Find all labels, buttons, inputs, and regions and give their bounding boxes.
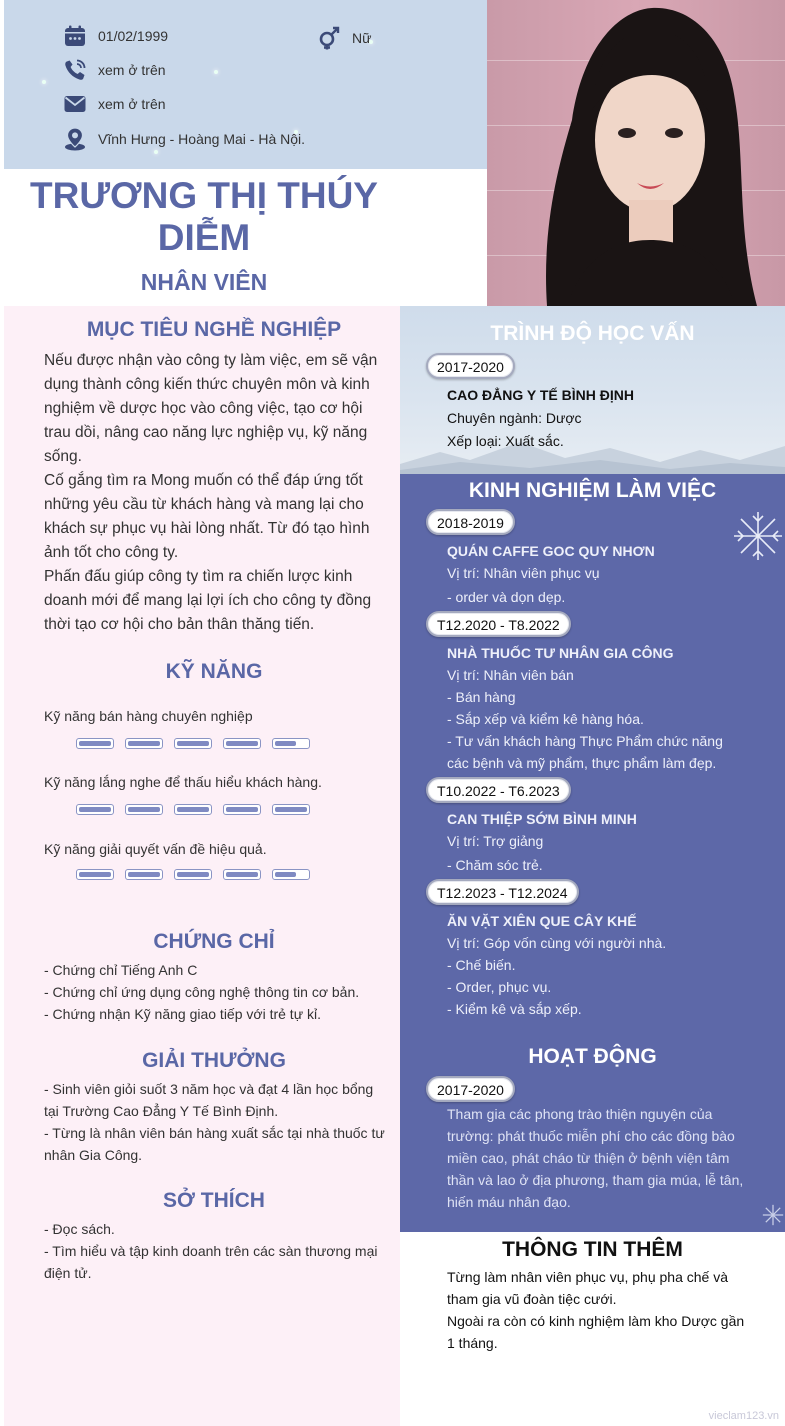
skill-level-segment bbox=[272, 804, 310, 815]
calendar-icon bbox=[62, 23, 88, 49]
objective-paragraph-1: Nếu được nhận vào công ty làm việc, em sẽ vận dụng thành công kiến thức chuyên môn và kinh nghiệm về dược học vào công việc, tạo cơ hội trau dồi, nâng cao năng lực nghiệp vụ, kỹ năng sống. bbox=[44, 352, 378, 465]
education-period-pill: 2017-2020 bbox=[426, 353, 515, 379]
education-major: Chuyên ngành: Dược bbox=[447, 410, 582, 426]
left-column bbox=[4, 306, 400, 1426]
awards-list bbox=[44, 1078, 389, 1166]
more-info-title: THÔNG TIN THÊM bbox=[502, 1238, 683, 1261]
skill-bars-3 bbox=[76, 869, 321, 880]
envelope-icon bbox=[62, 91, 88, 117]
watermark-text: vieclam123.vn bbox=[708, 1410, 779, 1422]
award-item: - Sinh viên giỏi suốt 3 năm học và đạt 4 lần học bổng tại Trường Cao Đẳng Y Tế Bình Định. bbox=[44, 1081, 374, 1119]
cv-header bbox=[0, 0, 785, 306]
job-line: - Order, phục vụ. bbox=[447, 979, 552, 995]
education-title: TRÌNH ĐỘ HỌC VẤN bbox=[490, 322, 695, 345]
phone-row bbox=[62, 57, 166, 83]
certificates-title: CHỨNG CHỈ bbox=[153, 930, 275, 953]
job-line: Vị trí: Trợ giảng bbox=[447, 833, 544, 849]
skill-level-segment bbox=[125, 738, 163, 749]
job-line: - Chăm sóc trẻ. bbox=[447, 857, 543, 873]
dob-row bbox=[62, 23, 168, 49]
hobbies-list bbox=[44, 1218, 389, 1284]
skill-level-segment bbox=[76, 869, 114, 880]
name-box bbox=[4, 169, 487, 306]
job-line: - Bán hàng bbox=[447, 689, 516, 705]
skill-bars-2 bbox=[76, 804, 321, 815]
gender-row bbox=[316, 25, 371, 51]
snowflake-small-icon bbox=[762, 1204, 784, 1226]
objective-body bbox=[44, 349, 389, 637]
job-period-pill: T12.2020 - T8.2022 bbox=[426, 611, 571, 637]
award-item: - Từng là nhân viên bán hàng xuất sắc tại nhà thuốc tư nhân Gia Công. bbox=[44, 1125, 385, 1163]
email-value: xem ở trên bbox=[98, 96, 166, 112]
skill-level-segment bbox=[174, 738, 212, 749]
full-name: TRƯƠNG THỊ THÚY DIỄM bbox=[30, 175, 378, 258]
job-period-pill: T10.2022 - T6.2023 bbox=[426, 777, 571, 803]
job-line: - Sắp xếp và kiểm kê hàng hóa. bbox=[447, 711, 644, 727]
skill-label-1: Kỹ năng bán hàng chuyên nghiệp bbox=[44, 708, 253, 724]
skill-label-2: Kỹ năng lắng nghe để thấu hiểu khách hàng. bbox=[44, 774, 322, 790]
job-company: QUÁN CAFFE GOC QUY NHƠN bbox=[447, 543, 655, 559]
education-school: CAO ĐẲNG Y TẾ BÌNH ĐỊNH bbox=[447, 387, 634, 403]
job-line: - order và dọn dẹp. bbox=[447, 589, 566, 605]
person-silhouette bbox=[487, 0, 785, 306]
more-info-paragraph-2: Ngoài ra còn có kinh nghiệm làm kho Dược gần 1 tháng. bbox=[447, 1313, 745, 1351]
skill-level-segment bbox=[223, 804, 261, 815]
more-info-paragraph-1: Từng làm nhân viên phục vụ, phụ pha chế và tham gia vũ đoàn tiệc cưới. bbox=[447, 1269, 728, 1307]
phone-icon bbox=[62, 57, 88, 83]
contact-box bbox=[4, 0, 487, 169]
education-grade: Xếp loại: Xuất sắc. bbox=[447, 433, 564, 449]
email-row bbox=[62, 91, 166, 117]
awards-title: GIẢI THƯỞNG bbox=[142, 1049, 286, 1072]
skill-level-segment bbox=[76, 804, 114, 815]
certificate-item: - Chứng chỉ Tiếng Anh C bbox=[44, 962, 198, 978]
gender-icon bbox=[316, 25, 342, 51]
job-line: Vị trí: Nhân viên bán bbox=[447, 667, 574, 683]
hobbies-title: SỞ THÍCH bbox=[163, 1189, 265, 1212]
job-line: - Tư vấn khách hàng Thực Phẩm chức năng các bệnh và mỹ phẩm, thực phẩm làm đẹp. bbox=[447, 733, 723, 771]
skill-bars-1 bbox=[76, 738, 321, 749]
job-line: - Kiểm kê và sắp xếp. bbox=[447, 1001, 582, 1017]
certificate-item: - Chứng chỉ ứng dụng công nghệ thông tin cơ bản. bbox=[44, 984, 360, 1000]
more-info-section bbox=[400, 1232, 785, 1426]
objective-title: MỤC TIÊU NGHỀ NGHIỆP bbox=[86, 318, 342, 341]
hobby-item: - Đọc sách. bbox=[44, 1221, 115, 1237]
address-value: Vĩnh Hưng - Hoàng Mai - Hà Nội. bbox=[98, 131, 306, 147]
certificate-item: - Chứng nhận Kỹ năng giao tiếp với trẻ tự kỉ. bbox=[44, 1006, 321, 1022]
skill-label-3: Kỹ năng giải quyết vấn đề hiệu quả. bbox=[44, 841, 267, 857]
experience-title: KINH NGHIỆM LÀM VIỆC bbox=[468, 479, 717, 502]
job-period-pill: 2018-2019 bbox=[426, 509, 515, 535]
job-period-pill: T12.2023 - T12.2024 bbox=[426, 879, 579, 905]
job-line: Vị trí: Góp vốn cùng với người nhà. bbox=[447, 935, 667, 951]
address-row bbox=[62, 126, 305, 152]
objective-paragraph-3: Phấn đấu giúp công ty tìm ra chiến lược kinh doanh mới để mang lại lợi ích cho công ty đồng thời tạo cơ hội cho bản thân thăng tiến. bbox=[44, 568, 372, 633]
job-company: CAN THIỆP SỚM BÌNH MINH bbox=[447, 811, 637, 827]
activities-period-pill: 2017-2020 bbox=[426, 1076, 515, 1102]
map-pin-icon bbox=[62, 126, 88, 152]
hobby-item: - Tìm hiểu và tập kinh doanh trên các sàn thương mại điện tử. bbox=[44, 1243, 378, 1281]
snowflake-icon bbox=[732, 510, 784, 562]
skills-title: KỸ NĂNG bbox=[165, 660, 263, 683]
skill-level-segment bbox=[125, 804, 163, 815]
skill-level-segment bbox=[174, 804, 212, 815]
skill-level-segment bbox=[272, 738, 310, 749]
skill-level-segment bbox=[223, 738, 261, 749]
skill-level-segment bbox=[76, 738, 114, 749]
education-section bbox=[400, 306, 785, 474]
job-line: - Chế biến. bbox=[447, 957, 516, 973]
job-company: ĂN VẶT XIÊN QUE CÂY KHẾ bbox=[447, 913, 637, 929]
gender-value: Nữ bbox=[352, 30, 372, 46]
skill-level-segment bbox=[223, 869, 261, 880]
skill-level-segment bbox=[272, 869, 310, 880]
dob-value: 01/02/1999 bbox=[98, 28, 169, 44]
skill-level-segment bbox=[174, 869, 212, 880]
activities-title: HOẠT ĐỘNG bbox=[528, 1045, 657, 1068]
job-position: NHÂN VIÊN bbox=[140, 269, 268, 295]
phone-value: xem ở trên bbox=[98, 62, 166, 78]
activities-text: Tham gia các phong trào thiện nguyện của trường: phát thuốc miễn phí cho các đồng bào miền cao, phát cháo từ thiện ở bệnh viện tâm thần và lao ở địa phương, tham gia múa, lễ tân, hiến máu nhân đạo. bbox=[447, 1106, 744, 1210]
skill-level-segment bbox=[125, 869, 163, 880]
profile-photo bbox=[487, 0, 785, 306]
objective-paragraph-2: Cố gắng tìm ra Mong muốn có thể đáp ứng tốt những yêu cầu từ khách hàng và mang lại cho khách sự phục vụ hài lòng nhất. Từ đó tạo hình ảnh tốt cho công ty. bbox=[44, 472, 370, 561]
certificates-list bbox=[44, 959, 394, 1025]
experience-section bbox=[400, 474, 785, 1232]
job-line: Vị trí: Nhân viên phục vụ bbox=[447, 565, 600, 581]
job-company: NHÀ THUỐC TƯ NHÂN GIA CÔNG bbox=[447, 645, 674, 661]
